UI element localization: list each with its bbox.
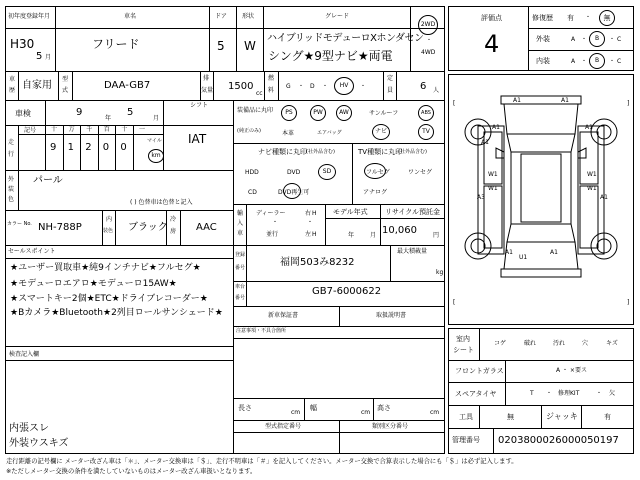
equipment-sub: (純正のみ) [237,128,261,134]
import-label-3: 車 [237,230,244,237]
management-number: 0203800026000050197 [498,435,619,446]
dimensions-top [233,398,445,399]
model-label-2: 式 [62,87,69,94]
row1-bottom [5,71,445,72]
right-row-line [448,428,634,429]
diagram-label: W1 [587,185,597,192]
v-line [72,71,73,100]
tv-note: (社外品含む) [398,149,427,155]
diagram-label: A1 [585,124,593,131]
disp-label-2: 気量 [201,87,214,94]
displacement: 1500 [228,81,254,92]
drive-2wd-circle: 2WD [418,15,438,35]
import-h-right: H [312,210,317,217]
inspection-label: 車検 [15,109,31,118]
interior-label-1: 内 [106,216,113,223]
v-line [390,245,391,281]
fuel-g: G [286,83,291,90]
import-label-2: 入 [237,220,244,227]
recycle-label: リサイクル預託金 [385,208,441,216]
inspector-header-line [5,360,233,361]
rating-dot: ・ [581,36,588,43]
equipment-ps-circle: PS [281,105,297,121]
sales-header-line [5,258,233,259]
model-year-line [325,218,445,219]
navi-dvd-play: DVD再生可 [278,189,310,196]
exterior-rating-b-circle: B [589,31,605,47]
tv-oneseg: ワンセグ [408,169,433,176]
v-line [479,405,480,428]
rating-dot: ・ [609,58,616,65]
width-cm: cm [361,409,371,416]
navi-note: (社外品含む) [306,149,335,155]
model-month-unit: 月 [370,232,377,239]
navi-tv-bottom [233,204,445,205]
row3-bottom [5,125,233,126]
drive-4wd: 4WD [421,49,436,56]
navi-dvd: DVD [287,169,301,176]
mileage-bottom [5,170,233,171]
recycle-yen: 円 [433,232,440,239]
v-line [246,245,247,306]
sales-line-4: ★Bカメラ★Bluetooth★2列目ロールサンシェード★ [10,308,223,318]
navi-title: ナビ種類に丸印 [258,148,307,156]
drive-dot: ・ [426,37,433,44]
interior-label-2: 装色 [103,228,114,234]
v-line [236,6,237,71]
v-line [339,420,340,454]
ac-label-2: 房 [170,228,177,235]
rating-dot: ・ [581,58,588,65]
v-line [380,204,381,245]
equipment-aw-circle: AW [336,105,352,121]
inspector-note-2: 外装ウスキズ [9,438,69,449]
mileage-digit: 0 [102,142,110,153]
v-line [55,6,56,71]
rating-label: 評価点 [481,14,502,22]
mileage-digit: 0 [120,142,127,153]
mileage-digit-header: 百 [103,126,110,133]
windshield-value: A ・ ×要ス [556,367,587,374]
interior-rating-c: C [617,58,622,65]
grade-line-1: ハイブリッドモデューロXホンダセン [267,33,424,44]
mileage-km-circle: km [148,149,164,163]
diagram-label: W1 [587,171,597,178]
inspection-year-unit: 年 [105,115,112,122]
diagram-label: W1 [488,171,498,178]
cap-unit: 人 [433,87,440,94]
v-line [352,143,353,204]
v-line [528,6,529,71]
footer-line-1: 走行距離の記号欄に メーター改ざん車は「＊」、メーター交換車は「＄」、走行不明車は「＃」を記入してください。メーター交換で合算表示した場合にも「＄」は必ず記入します。 [6,458,518,465]
new-car-warranty: 新車保証書 [268,312,299,319]
v-line [383,71,384,100]
equipment-bottom [233,143,445,144]
equipment-sunroof: サンルーフ [369,110,399,117]
model: DAA-GB7 [104,80,151,91]
fuel-label-2: 料 [268,87,275,94]
v-line [339,306,340,326]
tools-label: 工具 [459,413,473,421]
equipment-navi-circle: ナビ [372,124,390,140]
v-line [264,71,265,100]
cap-label-1: 定 [387,75,394,82]
v-line [505,360,506,405]
spare-label: スペアタイヤ [455,390,497,398]
ac: AAC [196,222,217,233]
model-year-unit: 年 [348,232,355,239]
mileage-header-line [18,134,163,135]
mileage-label-1: 走 [8,139,15,146]
exterior-color: パール [33,175,63,186]
inspection-year: 9 [76,107,83,118]
disp-label-1: 排 [203,75,210,82]
v-line [278,71,279,100]
seat-item: 汚れ [553,340,566,347]
mileage-digit-header: 十 [121,126,128,133]
repair-yes: 有 [567,14,574,22]
fuel-dot: ・ [322,83,329,90]
reg-month: 5 [36,51,43,62]
interior-rating-label: 内装 [536,57,550,65]
import-dot: ・ [272,219,279,226]
diagram-bracket: [ [453,299,456,306]
class-number-label: 類別区分番号 [372,423,409,430]
grade-label: グレード [325,13,350,20]
width-label: 幅 [310,404,317,412]
mileage-digit: 1 [67,142,74,153]
fuel-dot: ・ [360,83,367,90]
fuel-dot: ・ [298,83,305,90]
model-year-label: モデル年式 [333,208,368,216]
sales-bottom [5,346,233,347]
diagram-label: A1 [600,194,608,201]
management-label: 管理番号 [452,436,480,444]
exterior-label-3: 色 [8,196,15,203]
jack-label: ジャッキ [546,412,578,421]
mileage-mile: マイル [147,138,162,144]
registration-plate: 福岡503み8232 [280,257,355,268]
seat-item: 穴 [582,340,589,347]
v-line [18,71,19,100]
diagram-label: A1 [492,124,500,131]
doors-label: ドア [215,13,227,20]
use: 自家用 [22,80,52,91]
use-label-1: 車 [9,76,16,83]
inspection-month: 5 [127,107,134,118]
shift-label: シフト [190,102,209,109]
right-row-line [448,360,634,361]
attention-header-line [233,338,445,339]
reg-year: H30 [10,37,35,51]
v-line [541,405,542,428]
mileage-digit-header: 万 [68,126,75,133]
diagram-bracket: [ [453,100,456,107]
chassis-number: GB7-6000622 [312,286,382,297]
mileage-digit-header: 一 [139,126,146,133]
equipment-label: 装備品に丸印 [237,107,274,114]
inspection-month-unit: 月 [153,115,160,122]
rating-line [528,50,634,51]
row2-bottom [5,100,445,101]
equipment-abs-circle: ABS [418,105,434,121]
exterior-bottom [5,210,233,211]
repair-dot: ・ [585,14,592,21]
car-name: フリード [92,37,140,51]
mileage-cell-divider [115,125,116,170]
registration-label-1: 登録 [235,252,246,258]
right-row-line [448,382,634,383]
registration-label-2: 番号 [235,265,246,271]
ac-label-1: 冷 [170,216,177,223]
equipment-airbag: エアバッグ [317,130,342,136]
repair-no-circle: 無 [599,10,615,26]
v-line [209,6,210,71]
chassis-label-2: 番号 [235,295,246,301]
max-load-kg: kg [436,269,444,276]
reg-year-label: 初年度登録年月 [8,13,51,20]
shape-label: 形状 [242,13,255,20]
shift: IAT [188,132,207,146]
cap-label-2: 員 [387,87,394,94]
mileage-digit-header: 千 [86,126,93,133]
height-cm: cm [430,409,440,416]
mileage-cell-divider [80,125,81,170]
diagram-bracket: ] [627,100,630,107]
diagram-label: A1 [513,97,521,104]
warranty-bottom [233,326,445,327]
navi-hdd: HDD [245,169,259,176]
sales-line-1: ★ユーザー買取車★純9インチナビ★フルセグ★ [10,263,201,273]
mileage-cell-divider [133,125,134,170]
seat-label-1: 室内 [456,335,470,343]
v-line [233,100,234,245]
tv-analog: アナログ [363,189,388,196]
diagram-label: W1 [488,185,498,192]
import-left: 左 [305,231,312,238]
tv-fullseg: フルセグ [366,169,390,176]
diagram-label: A1 [505,249,513,256]
height-label: 高さ [377,404,391,412]
import-h-left: H [312,231,317,238]
v-line [58,71,59,100]
v-line [479,328,480,360]
sales-line-2: ★モデューロエアロ★モデューロ15AW★ [10,279,177,289]
fuel-hv-circle: HV [334,77,354,95]
rating-score: 4 [484,30,500,58]
v-line [373,398,374,420]
jack-value: 有 [604,413,611,421]
max-load-label: 最大積載量 [397,248,428,255]
length-cm: cm [291,409,301,416]
interior-rating-a: A [571,58,576,65]
diagram-label: A1 [561,97,569,104]
windshield-label: フロントガラス [455,367,504,375]
mileage-ki-label: 記号 [24,127,37,134]
v-line [325,204,326,245]
car-name-label: 車名 [124,13,137,20]
equipment-pw-circle: PW [310,105,326,121]
seat-item: コゲ [494,340,507,347]
inspector-label: 検査記入欄 [9,351,40,358]
mileage-cell-divider [63,125,64,170]
color-code: NH-788P [38,222,82,233]
interior-color: ブラック [128,222,168,233]
row1-sublabel-line [5,28,263,29]
seat-item: キズ [606,340,618,347]
length-label: 長さ [238,404,252,412]
sales-label: セールスポイント [8,248,56,255]
spare-kit: 修理KIT [558,390,580,397]
mileage-digit: 2 [85,142,92,153]
navi-sd-circle: SD [318,164,336,180]
v-line [246,204,247,245]
v-line [45,100,46,125]
equipment-leather: 本革 [282,130,295,137]
rating-line [528,28,634,29]
diagram-bracket: ] [627,299,630,306]
import-parallel: 並行 [266,231,279,238]
interior-rating-b-circle: B [589,53,605,69]
sales-line-3: ★スマートキー2個★ETC★ドライブレコーダー★ [10,294,208,304]
spare-none: 欠 [609,390,616,397]
diagram-label: A1 [481,139,489,146]
seat-label-2: シート [453,346,474,354]
navi-cd: CD [248,189,257,196]
seat-item: 破れ [524,340,537,347]
repair-label: 修復歴 [532,14,553,22]
chassis-label-1: 車台 [235,284,246,290]
fuel-label-1: 燃 [268,75,275,82]
v-line [163,100,164,170]
exterior-label-2: 装 [8,186,15,193]
inspector-note-1: 内張スレ [9,423,49,434]
rating-dot: ・ [609,36,616,43]
v-line [263,6,264,71]
v-line [396,71,397,100]
equipment-tv-circle: TV [418,124,434,140]
diagram-label: U1 [519,254,528,261]
import-right: 右 [305,210,312,217]
mileage-cell-divider [98,125,99,170]
model-label-1: 型 [62,76,69,83]
v-line [493,428,494,454]
mileage-label-2: 行 [8,151,15,158]
mileage-digit-header: 十 [51,126,58,133]
spare-t: T [530,390,534,397]
color-row-bottom [5,245,445,246]
navi-dvd-play-circle [283,183,301,199]
exterior-rating-a: A [571,36,576,43]
mileage-digit: 9 [50,142,57,153]
doors: 5 [217,39,225,53]
capacity: 6 [420,81,427,92]
spare-dot: ・ [546,390,553,397]
diagram-label: A3 [477,194,485,201]
exterior-note: ( ) 色替車は色替と記入 [130,199,193,206]
import-dealer: ディーラー [256,210,286,217]
v-line [200,71,201,100]
exterior-label-1: 外 [8,176,15,183]
reg-month-suffix: 月 [45,54,52,61]
fuel-d: D [310,83,315,90]
recycle: 10,060 [382,225,417,236]
diagram-label: A1 [550,249,558,256]
v-line [18,170,19,210]
type-number-label: 型式指定番号 [265,423,302,430]
attention-label: 注意事項・不具合箇所 [236,328,287,334]
footer-line-2: ※ただしメーター交換の条件を満たしていないものはメーター改ざん車扱いとなります。 [6,468,257,475]
v-line [115,210,116,245]
tools-value: 無 [507,413,514,421]
exterior-rating-label: 外装 [536,35,550,43]
import-label-1: 輸 [237,210,244,217]
v-line [18,125,19,170]
shape: W [244,39,256,53]
v-line [304,398,305,420]
cc-unit: cc [256,90,263,97]
owner-manual: 取扱説明書 [376,312,407,319]
tv-title: TV種類に丸印 [358,148,403,156]
v-line [213,71,214,100]
use-label-2: 歴 [9,87,16,94]
exterior-rating-c: C [617,36,622,43]
v-line [45,125,46,170]
v-line [581,405,582,428]
grade-line-2: シング★9型ナビ★両電 [268,49,393,63]
spare-dot: ・ [596,390,603,397]
color-code-label: カラー No. [7,221,32,227]
import-dot: ・ [307,219,314,226]
tv-fullseg-circle [364,163,386,179]
registration-bottom [233,281,445,282]
v-line [180,210,181,245]
